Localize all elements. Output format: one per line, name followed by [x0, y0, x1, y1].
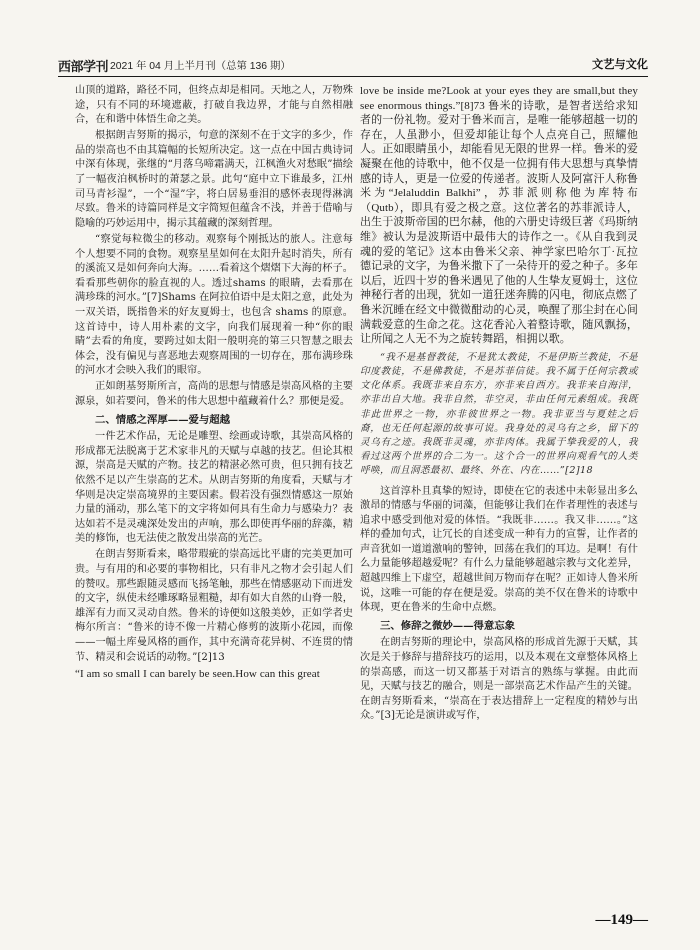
section-title: 文艺与文化: [592, 57, 648, 71]
paragraph-continued: 山顶的道路，路径不同，但终点却是相同。天地之人，万物殊途，只有不同的环境遮蔽，打破自我边界，才能与自然相融合，在和谐中体悟生命之美。: [75, 85, 353, 126]
english-quote-paragraph: “I am so small I can barely be seen.How can this great: [75, 667, 320, 680]
poem-block-quote: “我不是基督教徒，不是犹太教徒，不是伊斯兰教徒，不是印度教徒，不是佛教徒，不是苏菲信徒。我不属于任何宗教或文化体系。我既非来自东方，亦非来自西方。我非来自海洋，亦非出自大地。我非自然，非空灵，非由任何元素组成。我既非此世界之一物，亦非彼世界之一物。我非亚当与夏娃之后裔，也无任何起源的故事可说。我身处的灵乌有之乡，留下的灵乌有之迹。我既非灵魂，亦非肉体。我属于挚我爱的人，我看过这两个世界的合二为一。这个合一的世界向观看气的人类呼唤，而且洞悉最初、最终、外在、内在……”[2]18: [360, 351, 638, 477]
english-quote-paragraph: love be inside me?Look at your eyes they are small,but they see enormous things.”[8]73 鲁米的诗歌，是智者送给求知者的一份礼物。爱对于鲁米而言，是唯一能够超越一切的存在，人虽渺小，但爱却能让每个人点亮自己，照耀他人。正如眼睛虽小，却能看见无限的世界一样。鲁米的爱凝聚在他的诗歌中，他不仅是一位拥有伟大思想与真挚情感的诗人，更是一位爱的传递者。波斯人及阿富汗人称鲁米为“Jelaluddin Balkhi”，苏菲派则称他为库特布（Qutb），即具有爱之极之意。这位著名的苏菲派诗人，出生于波斯帝国的巴尔赫，他的六册史诗级巨著《玛斯纳维》被认为是波斯语中最伟大的诗作之一。《从自我到灵魂的爱的笔记》这本由鲁米父亲、神学家巴哈尔丁·瓦拉德记录的文字，为鲁米撒下了一朵待开的爱之种子。多年以后，近四十岁的鲁米遇见了他的人生挚友夏姆士，这位神秘行者的出现，犹如一道狂迷奔腾的闪电，彻底点燃了鲁米沉睡在经文中微微酣动的心灵，唤醒了那尘封在心间满载爱意的生命之花。这花香沁入着整诗歌，随风飘扬，让所闻之人无不为之旋转舞蹈，相拥以歌。: [360, 85, 638, 346]
journal-masthead: 西部学刊: [58, 60, 109, 75]
left-text-column: [75, 84, 353, 683]
paragraph: 根据朗吉努斯的揭示，句意的深刻不在于文字的多少，作品的崇高也不由其篇幅的长短所决定。这一点在中国古典诗词中深有体现，张继的“月落乌啼霜满天，江枫渔火对愁眠”描绘了一幅夜泊枫桥时的萧瑟之景。此句“庭中立下谁最多，江州司马青衫湿”，一个“湿”字，将白居易垂泪的感怀表现得淋漓尽致。鲁米的诗篇同样是文字简短但蕴含不浅，并善于借喻与隐喻的巧妙运用中，揭示其蕴藏的深刻哲理。: [75, 130, 353, 229]
issue-info: 2021 年 04 月上半月刊（总第 136 期）: [110, 61, 291, 72]
section-heading: 二、情感之浑厚——爱与超越: [95, 413, 231, 426]
page-number: —149—: [595, 912, 648, 928]
page-header: [58, 52, 648, 77]
paragraph: “察觉每粒微尘的移动。观察每个刚抵达的旅人。注意每个人想要不同的食物。观察星星如何在太阳升起时消失，所有的溪流又是如何奔向大海。……看着这个熠熠下大海的杯子。看看那些朝你的脸直视的人。透过shams 的眼睛，去看那在满珍珠的河水。”[7]Shams 在阿拉伯语中是太阳之意，此处为一双关语，既指鲁米的好友夏姆士，也包含 shams 的原意。这首诗中，诗人用朴素的文字，向我们展现着一种“你的眼睛”去看的角度，要跨过如太阳一般明亮的第三只智慧之眼去体会，没有偏见与喜恶地去观察周围的一切存在，那布满珍珠的河水才会映入我们的眼帘。: [75, 233, 353, 377]
section-heading: 三、修辞之微妙——得意忘象: [380, 619, 516, 632]
paragraph: 在朗吉努斯看来，略带瑕疵的崇高远比平庸的完美更加可贵。与有用的和必要的事物相比，只有非凡之物才会引起人们的赞叹。那些跟随灵感而飞扬笔触，那些在情感驱动下而迸发的文字，纵使未经雕琢略显粗糙，却有如大自然的山脊一般，雄浑有力而又灵动自然。鲁米的诗便如这般美妙，正如学者史梅尔所言：“鲁米的诗不像一片精心修剪的波斯小花园，而像——一幅土库曼风格的画作，其中充满奇花异树、不连贯的情节、精灵和会说话的动物。”[2]13: [75, 549, 353, 663]
paragraph: 这首淳朴且真挚的短诗，即使在它的表述中未彰显出多么激昂的情感与华丽的词藻，但能够让我们在作者理性的表述与追求中感受到他对爱的体悟。“我既非……。我又非……。”这样的叠加句式，让冗长的自述变成一种有力的宣誓，让作者的声音犹如一道道激响的警钟，回荡在我们的耳边。是啊！有什么力量能够超越爱呢？有什么力量能够超越宗教与文化差异，超越四维上下虚空，超越世间万物而存在呢？正如诗人鲁米所说，这唯一可能的存在便是爱。崇高的美不仅在鲁米的诗歌中体现，更在鲁米的生命中点燃。: [360, 485, 638, 614]
right-text-column: [360, 84, 638, 726]
paragraph: 在朗吉努斯的理论中，崇高风格的形成首先源于天赋，其次是关于修辞与措辞技巧的运用，以及本观在文章整体风格上的崇高感，而这一切又都基于对语言的熟练与掌握。由此而见，天赋与技艺的融合，则是一部崇高艺术作品产生的关键。在朗吉努斯看来，“崇高在于表达措辞上一定程度的精妙与出众。”[3]无论是演讲或写作，: [360, 637, 638, 722]
paragraph: 一件艺术作品，无论是雕塑、绘画或诗歌，其崇高风格的形成都无法脱离于艺术家非凡的天赋与卓越的技艺。但论其根源，崇高是天赋的产物。技艺的精湛必然可贵，但只拥有技艺依然不足以产生崇高的艺术。从朗吉努斯的角度看，天赋与才华则是决定崇高境界的主要因素。假若没有强烈情感这一原始力量的涌动，那么笔下的文字将如何具有生命力与感染力？表达如若不是灵魂深处发出的声响，那么即使再华丽的辞藻，精美的修饰，也无法使之散发出崇高的光芒。: [75, 431, 353, 545]
paragraph: 正如朗基努斯所言，高尚的思想与情感是崇高风格的主要源泉，如若要问，鲁米的伟大思想中蕴藏着什么？那便是爱。: [75, 381, 353, 407]
